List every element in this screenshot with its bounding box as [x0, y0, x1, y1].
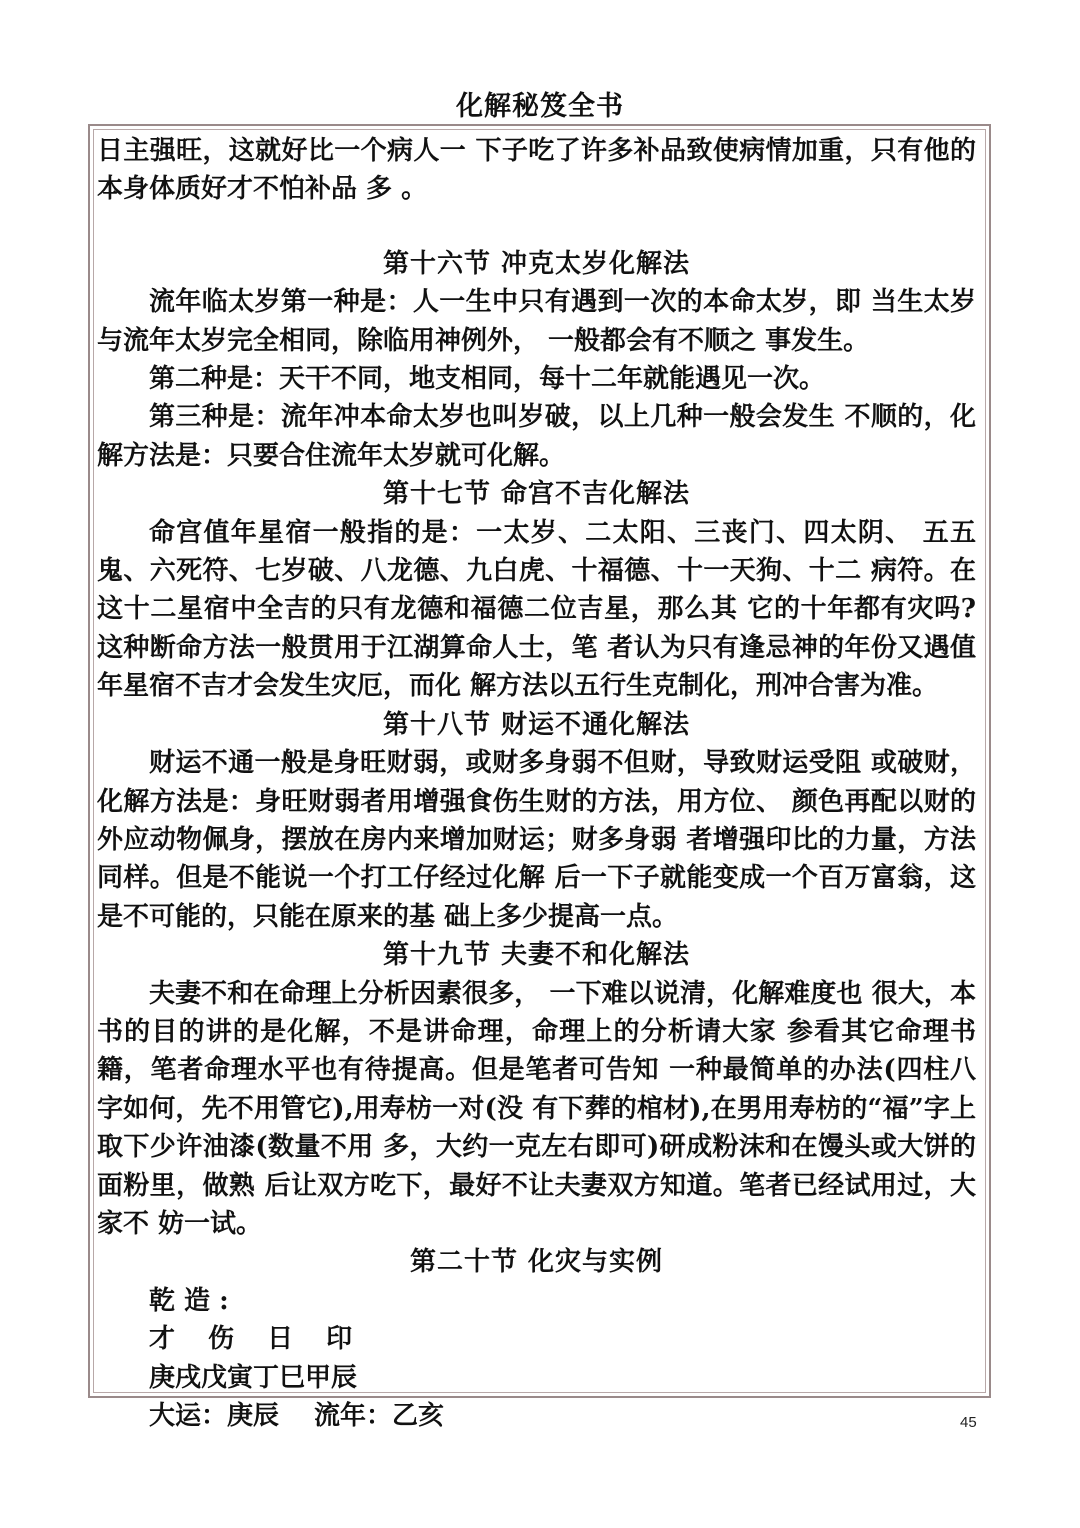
section-16-paragraph-1: 流年临太岁第一种是：人一生中只有遇到一次的本命太岁，即 当生太岁与流年太岁完全相同，除临用神例外， 一般都会有不顺之 事发生。	[97, 287, 976, 356]
page-content	[97, 132, 976, 1435]
bazi-pillars-line: 庚戌戊寅丁巳甲辰	[149, 1362, 358, 1393]
ten-gods-line: 才 伤 日 印	[149, 1324, 365, 1355]
section-17-paragraph-1: 命宫值年星宿一般指的是：一太岁、二太阳、三丧门、四太阴、 五五鬼、六死符、七岁破、八龙德、九白虎、十福德、十一天狗、十二 病符。在这十二星宿中全吉的只有龙德和福德二位吉星，那么其 它的十年都有灾吗?这种断命方法一般贯用于江湖算命人士，笔 者认为只有逢忌神的年份又遇值年星宿不吉才会发生灾厄，而化 解方法以五行生克制化，刑冲合害为准。	[97, 517, 976, 702]
luck-and-year-line: 大运：庚辰 流年：乙亥	[149, 1401, 445, 1431]
section-18-paragraph-1: 财运不通一般是身旺财弱，或财多身弱不但财，导致财运受阻 或破财，化解方法是：身旺财弱者用增强食伤生财的方法，用方位、 颜色再配以财的外应动物佩身，摆放在房内来增加财运；财多身弱 者增强印比的力量，方法同样。但是不能说一个打工仔经过化解 后一下子就能变成一个百万富翁，这是不可能的，只能在原来的基 础上多少提高一点。	[97, 748, 976, 932]
section-18-title: 第十八节 财运不通化解法	[382, 709, 691, 740]
section-19-paragraph-1: 夫妻不和在命理上分析因素很多， 一下难以说清，化解难度也 很大，本书的目的讲的是化解，不是讲命理，命理上的分析请大家 参看其它命理书籍，笔者命理水平也有待提高。但是笔者可告知 一种最简单的办法(四柱八字如何，先不用管它),用寿枋一对(没 有下葬的棺材),在男用寿枋的“福”字上取下少许油漆(数量不用 多，大约一克左右即可)研成粉沫和在馒头或大饼的面粉里，做熟 后让双方吃下，最好不让夫妻双方知道。笔者已经试用过，大家不 妨一试。	[97, 978, 976, 1239]
intro-paragraph: 日主强旺，这就好比一个病人一 下子吃了许多补品致使病情加重，只有他的本身体质好才不怕补品 多 。	[97, 136, 976, 205]
section-20-title: 第二十节 化灾与实例	[409, 1247, 664, 1278]
section-16-paragraph-3: 第三种是：流年冲本命太岁也叫岁破，以上几种一般会发生 不顺的，化解方法是：只要合住流年太岁就可化解。	[97, 402, 976, 471]
section-17-title: 第十七节 命宫不吉化解法	[382, 479, 691, 510]
running-header: 化解秘笈全书	[456, 91, 624, 122]
qian-zao-label: 乾 造 :	[149, 1285, 229, 1316]
page-number: 45	[960, 1414, 977, 1431]
section-16-paragraph-2: 第二种是：天干不同，地支相同，每十二年就能遇见一次。	[149, 364, 826, 395]
section-19-title: 第十九节 夫妻不和化解法	[382, 940, 691, 971]
section-16-title: 第十六节 冲克太岁化解法	[382, 248, 691, 279]
